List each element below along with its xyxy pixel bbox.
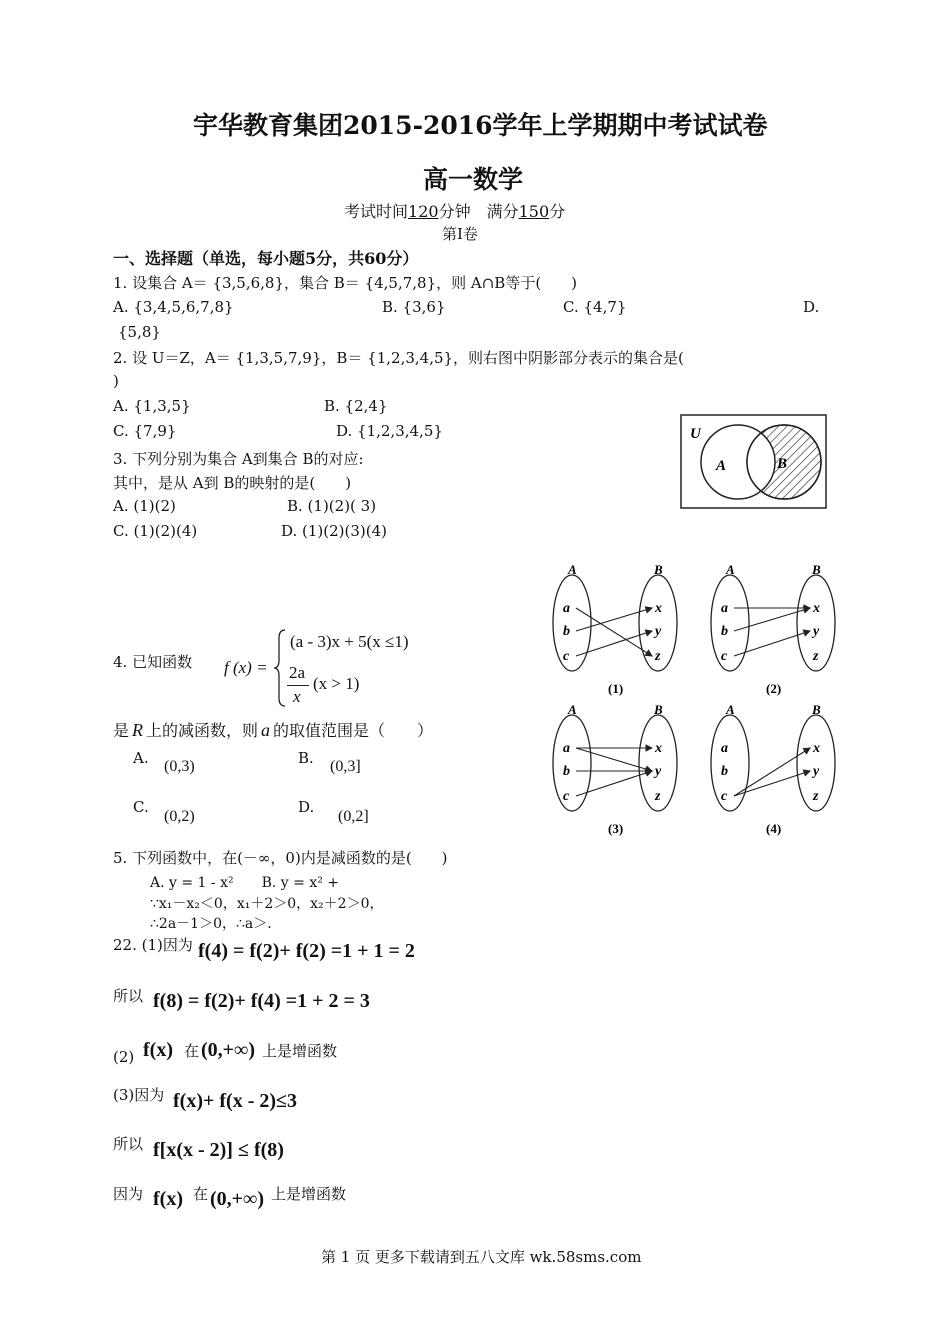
q22-line3-prefix: (2) (113, 1048, 135, 1066)
q4-stem2-a: a (261, 720, 271, 740)
map2-element-y: y (813, 624, 820, 639)
map2-set-a-ellipse (711, 575, 749, 671)
exam-title: 宇华教育集团2015-2016学年上学期期中考试试卷 (193, 111, 768, 140)
map3-arrow-2 (576, 748, 652, 771)
q4-brace (273, 628, 287, 708)
map2-set-b-label: B (812, 562, 821, 577)
map2-element-b: b (721, 624, 728, 639)
q1-option-b: B. {3,6} (382, 298, 446, 316)
map4-element-y: y (813, 764, 820, 779)
q2-option-b: B. {2,4} (324, 397, 388, 415)
q22-line6-prefix: 因为 (113, 1185, 144, 1203)
q1-option-a: A. {3,4,5,6,7,8} (113, 298, 234, 316)
q22-line1-math: f(4) = f(2)+ f(2) =1 + 1 = 2 (198, 940, 415, 962)
q22-line5-prefix: 所以 (113, 1135, 144, 1153)
q22-line2-prefix: 所以 (113, 987, 144, 1005)
map4-set-b-label: B (812, 702, 821, 717)
map3-caption: (3) (608, 821, 624, 836)
q4-option-a-value: (0,3) (164, 758, 195, 775)
q22-line4-math: f(x)+ f(x - 2)≤3 (173, 1090, 297, 1112)
map1-element-c: c (563, 649, 570, 664)
q4-prefix: 4. 已知函数 (113, 653, 193, 671)
map4-element-a: a (721, 741, 728, 756)
map3-element-c: c (563, 789, 570, 804)
map3-element-a: a (563, 741, 570, 756)
map4-element-z: z (813, 789, 819, 804)
exam-info (344, 199, 565, 222)
map1-element-b: b (563, 624, 570, 639)
q1-stem: 1. 设集合 A＝ {3,5,6,8}，集合 B＝ {4,5,7,8}，则 A∩B等于( ) (113, 274, 578, 292)
map2-arrow-2 (734, 608, 810, 631)
map2-set-a-label: A (726, 562, 735, 577)
q1-option-d: D. (803, 298, 820, 316)
q3-option-a: A. (1)(2) (113, 497, 176, 515)
q4-stem2-post: 的取值范围是（ ） (273, 721, 434, 740)
q4-stem2-pre: 是 (113, 721, 130, 740)
q22-line5-math: f[x(x - 2)] ≤ f(8) (153, 1139, 284, 1161)
q22-line2-math: f(8) = f(2)+ f(4) =1 + 2 = 3 (153, 990, 370, 1012)
venn-label-a: A (716, 458, 727, 474)
q4-piece-2-numerator: 2a (289, 663, 306, 682)
q22-line3-mid: 在 (184, 1042, 200, 1060)
map3-element-z: z (655, 789, 661, 804)
q4-piece-2-denominator: x (293, 687, 301, 706)
venn-label-b: B (777, 456, 788, 472)
map3-element-y: y (655, 764, 662, 779)
map1-element-x: x (655, 601, 662, 616)
q2-stem-cont: ) (113, 372, 119, 390)
q2-option-c: C. {7,9} (113, 422, 177, 440)
map4-caption: (4) (766, 821, 782, 836)
mapping-diagrams (540, 560, 850, 840)
map2-caption: (2) (766, 681, 782, 696)
q3-option-c: C. (1)(2)(4) (113, 522, 198, 540)
venn-diagram (680, 414, 828, 510)
exam-info-mid: 分钟 满分 (438, 202, 519, 221)
q22-line3-math-1: f(x) (143, 1039, 173, 1061)
q5-fragment-1: ∵x₁－x₂＜0，x₁＋2＞0，x₂＋2＞0， (150, 896, 384, 912)
q22-line3-math-2: (0,+∞) (201, 1039, 255, 1061)
q4-option-a-label: A. (133, 749, 149, 767)
q4-stem2-mid: 上的减函数，则 (146, 721, 259, 740)
q5-stem: 5. 下列函数中，在(－∞，0)内是减函数的是( ) (113, 849, 448, 867)
map4-element-c: c (721, 789, 728, 804)
q4-option-b-value: (0,3] (330, 758, 361, 775)
exam-info-prefix: 考试时间 (344, 202, 409, 221)
map2-element-c: c (721, 649, 728, 664)
q4-fraction-bar (287, 685, 309, 686)
q4-option-d-value: (0,2] (338, 808, 369, 825)
map1-element-a: a (563, 601, 570, 616)
map2-element-x: x (813, 601, 820, 616)
subject-title: 高一数学 (423, 165, 524, 194)
q5-options: A. y = 1 - x² B. y = x² + (150, 875, 340, 891)
q22-line6-mid: 在 (193, 1185, 209, 1203)
map4-arrow-1 (734, 748, 810, 796)
map4-element-x: x (813, 741, 820, 756)
q22-line6-math-2: (0,+∞) (210, 1188, 264, 1210)
q22-line6-math-1: f(x) (153, 1188, 183, 1210)
q5-fragment-2: ∴2a－1＞0，∴a＞. (150, 916, 272, 932)
map1-set-a-label: A (568, 562, 577, 577)
volume-label: 第Ⅰ卷 (442, 225, 478, 243)
q4-option-b-label: B. (298, 749, 314, 767)
q1-option-c: C. {4,7} (563, 298, 627, 316)
q22-line3-post: 上是增函数 (262, 1042, 338, 1060)
q4-function-name: f (x) = (224, 658, 268, 677)
q22-line1-prefix: 22. (1)因为 (113, 936, 193, 954)
q3-option-d: D. (1)(2)(3)(4) (281, 522, 388, 540)
map1-set-b-label: B (654, 562, 663, 577)
map2-element-a: a (721, 601, 728, 616)
map2-element-z: z (813, 649, 819, 664)
q4-option-d-label: D. (298, 798, 315, 816)
q3-option-b: B. (1)(2)( 3) (287, 497, 377, 515)
q4-stem2-r: R (132, 720, 144, 740)
q3-stem-2: 其中，是从 A到 B的映射的是( ) (113, 474, 352, 492)
exam-time: 120 (408, 202, 439, 221)
map1-caption: (1) (608, 681, 624, 696)
map3-element-x: x (655, 741, 662, 756)
map3-set-b-label: B (654, 702, 663, 717)
map4-set-a-label: A (726, 702, 735, 717)
q3-stem-1: 3. 下列分别为集合 A到集合 B的对应: (113, 450, 364, 468)
q4-piece-2-condition: (x > 1) (313, 674, 360, 693)
map1-set-a-ellipse (553, 575, 591, 671)
q4-option-c-value: (0,2) (164, 808, 195, 825)
page-footer: 第 1 页 更多下载请到五八文库 wk.58sms.com (321, 1248, 642, 1266)
q4-option-c-label: C. (133, 798, 149, 816)
q22-line6-post: 上是增函数 (271, 1185, 347, 1203)
full-score: 150 (518, 202, 550, 221)
map4-set-a-ellipse (711, 715, 749, 811)
q22-line4-prefix: (3)因为 (113, 1086, 165, 1104)
q2-option-a: A. {1,3,5} (113, 397, 191, 415)
section-heading: 一、选择题（单选，每小题5分，共60分） (113, 249, 419, 268)
q4-piece-1: (a - 3)x + 5(x ≤1) (290, 632, 409, 651)
map1-element-y: y (655, 624, 662, 639)
map3-element-b: b (563, 764, 570, 779)
q2-stem: 2. 设 U＝Z，A＝ {1,3,5,7,9}，B＝ {1,2,3,4,5}，则右图中阴影部分表示的集合是( (113, 349, 684, 367)
venn-label-u: U (690, 426, 701, 442)
exam-info-suffix: 分 (549, 202, 566, 221)
q2-option-d: D. {1,2,3,4,5} (336, 422, 443, 440)
map3-set-a-ellipse (553, 715, 591, 811)
map1-element-z: z (655, 649, 661, 664)
q4-stem-2 (113, 718, 433, 741)
map1-arrow-2 (576, 608, 652, 631)
q1-option-d-value: {5,8} (118, 323, 161, 341)
map4-element-b: b (721, 764, 728, 779)
map3-set-a-label: A (568, 702, 577, 717)
